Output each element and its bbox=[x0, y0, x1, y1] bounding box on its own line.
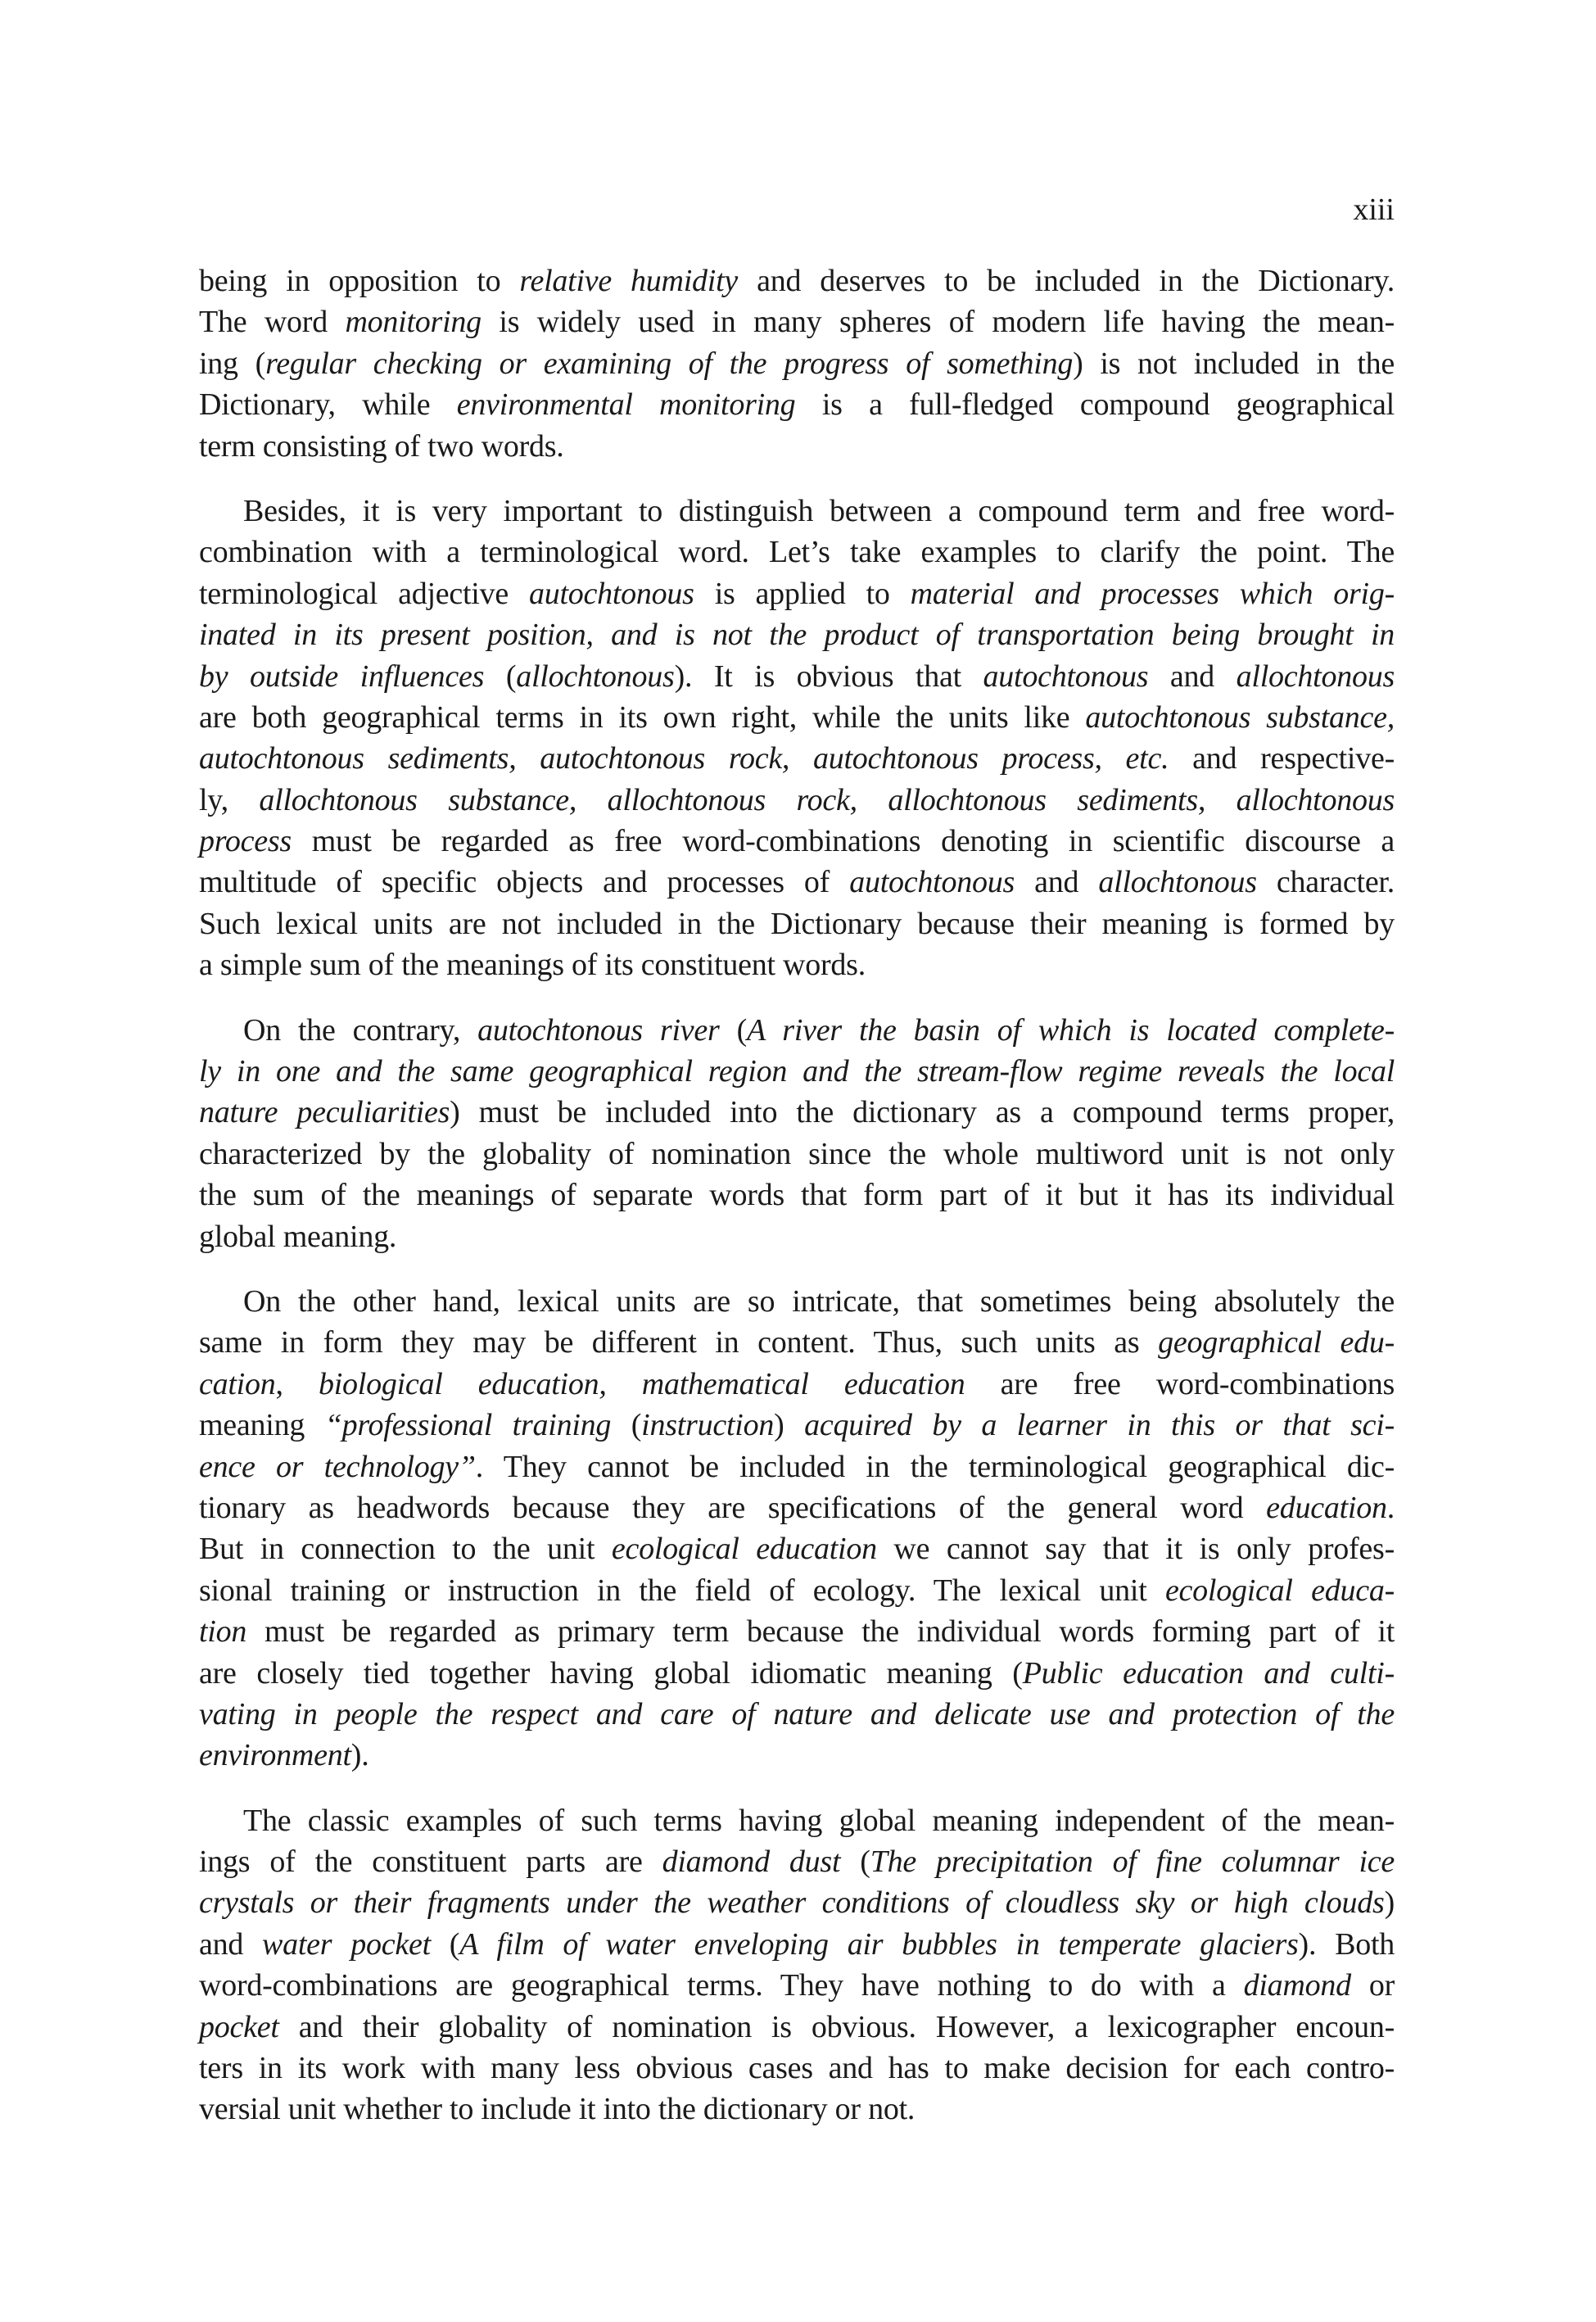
text-run: term consisting of two words. bbox=[199, 428, 564, 464]
text-run: ings of the constituent parts are bbox=[199, 1844, 662, 1880]
text-line bbox=[199, 1364, 1395, 1405]
text-line bbox=[199, 614, 1395, 655]
text-line bbox=[199, 1405, 1395, 1446]
italic-term: material and processes which orig- bbox=[910, 576, 1395, 611]
text-line bbox=[199, 1800, 1395, 1841]
text-run: ) bbox=[774, 1408, 805, 1443]
text-line bbox=[199, 2048, 1395, 2089]
italic-term: autochtonous bbox=[528, 576, 694, 611]
italic-term: autochtonous bbox=[849, 865, 1015, 900]
text-run: ( bbox=[611, 1408, 642, 1443]
text-line bbox=[199, 1924, 1395, 1965]
text-line bbox=[199, 1092, 1395, 1133]
italic-term: relative humidity bbox=[519, 264, 739, 298]
text-run: But in connection to the unit bbox=[199, 1532, 612, 1567]
italic-term: autochtonous substance, bbox=[1085, 699, 1395, 735]
italic-term: biological education, mathematical education bbox=[318, 1366, 965, 1401]
text-run: Such lexical units are not included in the Dictionary because their meaning is formed by bbox=[199, 906, 1395, 941]
italic-term: A film of water enveloping air bubbles in temperate glaciers bbox=[459, 1926, 1299, 1962]
italic-term: ly in one and the same geographical region and the stream-flow regime reveals the local bbox=[199, 1054, 1395, 1089]
text-line bbox=[199, 1694, 1395, 1735]
text-run: meaning bbox=[199, 1408, 325, 1443]
text-line bbox=[199, 1322, 1395, 1363]
text-run: ) bbox=[1384, 1885, 1395, 1921]
text-run: a simple sum of the meanings of its constituent words. bbox=[199, 948, 866, 983]
text-run: same in form they may be different in content. Thus, such units as bbox=[199, 1325, 1159, 1360]
text-run: must be regarded as primary term because the individual words forming part of it bbox=[246, 1614, 1395, 1650]
italic-term: autochtonous sediments, autochtonous rock, autochtonous process, etc. bbox=[199, 741, 1169, 776]
text-run: global meaning. bbox=[199, 1219, 397, 1254]
text-run: ( bbox=[719, 1012, 747, 1048]
text-run: On the contrary, bbox=[243, 1012, 478, 1048]
text-line bbox=[199, 2007, 1395, 2048]
text-run: ( bbox=[430, 1926, 460, 1962]
paragraph bbox=[199, 1010, 1395, 1257]
text-line bbox=[199, 738, 1395, 779]
italic-term: autochtonous bbox=[983, 659, 1149, 694]
text-line bbox=[199, 384, 1395, 425]
italic-term: by outside influences bbox=[199, 659, 485, 694]
text-run: ly, bbox=[199, 782, 260, 817]
text-line bbox=[199, 1281, 1395, 1322]
text-run: and bbox=[1148, 659, 1237, 694]
paragraph bbox=[199, 491, 1395, 986]
text-line bbox=[199, 1010, 1395, 1051]
text-run: being in opposition to bbox=[199, 264, 520, 298]
italic-term: environmental monitoring bbox=[456, 387, 796, 423]
italic-term: allochtonous bbox=[1098, 865, 1257, 900]
text-run: are closely tied together having global idiomatic meaning ( bbox=[199, 1655, 1023, 1691]
text-line bbox=[199, 656, 1395, 697]
text-run: or bbox=[1350, 1968, 1395, 2003]
text-run: ( bbox=[484, 659, 517, 694]
text-run: character. bbox=[1256, 865, 1395, 900]
italic-term: ecological educa- bbox=[1164, 1573, 1395, 1608]
text-run: ). bbox=[350, 1738, 369, 1773]
text-line bbox=[199, 573, 1395, 614]
text-run: On the other hand, lexical units are so intricate, that sometimes being absolutely the bbox=[243, 1283, 1395, 1319]
paragraph bbox=[199, 1800, 1395, 2130]
text-line bbox=[199, 1446, 1395, 1487]
text-line bbox=[199, 2089, 1395, 2130]
text-line bbox=[199, 1735, 1395, 1776]
italic-term: cation bbox=[199, 1366, 276, 1401]
text-run: versial unit whether to include it into the dictionary or not. bbox=[199, 2092, 916, 2127]
text-run: are both geographical terms in its own right, while the units like bbox=[199, 699, 1086, 735]
text-run: ). Both bbox=[1298, 1926, 1395, 1962]
text-line bbox=[199, 944, 1395, 985]
text-run: are free word-combinations bbox=[965, 1366, 1395, 1401]
italic-term: allochtonous bbox=[1236, 659, 1395, 694]
italic-term: allochtonous bbox=[516, 659, 675, 694]
paragraph bbox=[199, 1281, 1395, 1777]
italic-term: inated in its present position, and is not the product of transportation being brought in bbox=[199, 618, 1395, 653]
italic-term: ence or technology” bbox=[199, 1449, 476, 1484]
italic-term: regular checking or examining of the progress of something bbox=[265, 346, 1074, 381]
text-line bbox=[199, 1528, 1395, 1569]
text-line bbox=[199, 1653, 1395, 1694]
text-line bbox=[199, 491, 1395, 532]
text-run: sional training or instruction in the field of ecology. The lexical unit bbox=[199, 1573, 1165, 1608]
text-line bbox=[199, 1051, 1395, 1092]
text-run: The word bbox=[199, 305, 346, 340]
italic-term: environment bbox=[199, 1738, 351, 1773]
text-run: word-combinations are geographical terms. They have nothing to do with a bbox=[199, 1968, 1244, 2003]
text-run: is a full-fledged compound geographical bbox=[795, 387, 1395, 423]
text-run: ( bbox=[840, 1844, 870, 1880]
text-run: ters in its work with many less obvious cases and has to make decision for each contro- bbox=[199, 2051, 1395, 2086]
italic-term: A river the basin of which is located complete- bbox=[746, 1012, 1395, 1048]
text-run: tionary as headwords because they are specifications of the general word bbox=[199, 1490, 1267, 1525]
text-line bbox=[199, 426, 1395, 467]
italic-term: vating in people the respect and care of nature and delicate use and protection of the bbox=[199, 1696, 1395, 1731]
text-line bbox=[199, 821, 1395, 862]
italic-term: diamond dust bbox=[662, 1844, 841, 1880]
text-run: is widely used in many spheres of modern life having the mean- bbox=[481, 305, 1395, 340]
text-line bbox=[199, 862, 1395, 903]
text-run: , bbox=[275, 1366, 319, 1401]
paragraph bbox=[199, 260, 1395, 467]
text-run: The classic examples of such terms having global meaning independent of the mean- bbox=[243, 1803, 1395, 1838]
italic-term: pocket bbox=[199, 2009, 279, 2044]
text-run: and respective- bbox=[1169, 741, 1395, 776]
italic-term: instruction bbox=[641, 1408, 775, 1443]
italic-term: allochtonous substance, allochtonous rock, allochtonous sediments, allochtonous bbox=[259, 782, 1395, 817]
text-line bbox=[199, 1175, 1395, 1215]
text-line bbox=[199, 1841, 1395, 1882]
text-run: is applied to bbox=[694, 576, 911, 611]
text-run: and bbox=[1015, 865, 1099, 900]
italic-term: acquired by a learner in this or that sci- bbox=[804, 1408, 1395, 1443]
text-run: and deserves to be included in the Dictionary. bbox=[738, 264, 1395, 298]
text-run: and their globality of nomination is obvious. However, a lexicographer encoun- bbox=[278, 2009, 1395, 2044]
page-number: xiii bbox=[1353, 192, 1395, 227]
text-run: ing ( bbox=[199, 346, 266, 381]
text-run: ). It is obvious that bbox=[674, 659, 983, 694]
italic-term: ecological education bbox=[611, 1532, 877, 1567]
italic-term: tion bbox=[199, 1614, 247, 1650]
text-line bbox=[199, 1611, 1395, 1652]
italic-term: autochtonous river bbox=[477, 1012, 720, 1048]
text-line bbox=[199, 301, 1395, 342]
text-line bbox=[199, 1134, 1395, 1175]
italic-term: water pocket bbox=[262, 1926, 431, 1962]
italic-term: Public education and culti- bbox=[1022, 1655, 1395, 1691]
body-text bbox=[199, 260, 1395, 2154]
text-run: and bbox=[199, 1926, 263, 1962]
italic-term: education bbox=[1266, 1490, 1387, 1525]
text-run: . bbox=[1386, 1490, 1395, 1525]
text-run: ) is not included in the bbox=[1073, 346, 1395, 381]
text-line bbox=[199, 697, 1395, 738]
text-line bbox=[199, 532, 1395, 573]
text-line bbox=[199, 903, 1395, 944]
text-run: multitude of specific objects and processes of bbox=[199, 865, 850, 900]
text-run: Besides, it is very important to distinguish between a compound term and free word- bbox=[243, 493, 1395, 528]
text-line bbox=[199, 780, 1395, 821]
italic-term: crystals or their fragments under the weather conditions of cloudless sky or high clouds bbox=[199, 1885, 1385, 1921]
text-run: Dictionary, while bbox=[199, 387, 457, 423]
text-line bbox=[199, 343, 1395, 384]
text-run: the sum of the meanings of separate words that form part of it but it has its individual bbox=[199, 1178, 1395, 1213]
italic-term: process bbox=[199, 824, 292, 859]
italic-term: The precipitation of fine columnar ice bbox=[870, 1844, 1395, 1880]
text-line bbox=[199, 1487, 1395, 1528]
text-line bbox=[199, 260, 1395, 301]
text-run: must be regarded as free word-combinations denoting in scientific discourse a bbox=[291, 824, 1395, 859]
text-run: we cannot say that it is only profes- bbox=[876, 1532, 1395, 1567]
text-run: terminological adjective bbox=[199, 576, 529, 611]
italic-term: geographical edu- bbox=[1158, 1325, 1395, 1360]
italic-term: monitoring bbox=[345, 305, 482, 340]
text-run: combination with a terminological word. Let’s take examples to clarify the point. The bbox=[199, 535, 1395, 570]
text-line bbox=[199, 1216, 1395, 1257]
italic-term: nature peculiarities bbox=[199, 1095, 450, 1130]
italic-term: diamond bbox=[1243, 1968, 1351, 2003]
text-line bbox=[199, 1570, 1395, 1611]
text-line bbox=[199, 1882, 1395, 1923]
text-run: ) must be included into the dictionary as a compound terms proper, bbox=[450, 1095, 1395, 1130]
text-run: . They cannot be included in the terminological geographical dic- bbox=[475, 1449, 1395, 1484]
italic-term: “professional training bbox=[324, 1408, 612, 1443]
text-line bbox=[199, 1965, 1395, 2006]
text-run: characterized by the globality of nomination since the whole multiword unit is not only bbox=[199, 1136, 1395, 1171]
